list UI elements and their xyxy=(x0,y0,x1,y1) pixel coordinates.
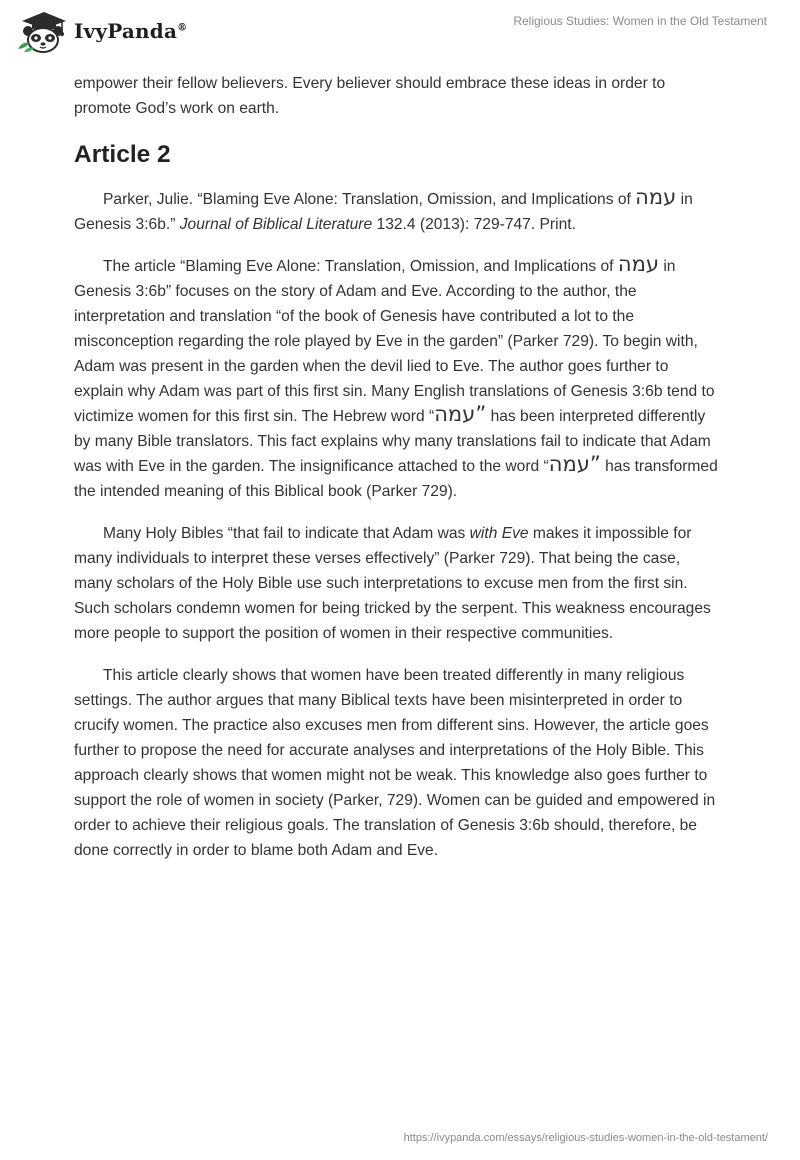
journal-title: Journal of Biblical Literature xyxy=(179,216,373,233)
emphasis-text: with Eve xyxy=(469,525,529,542)
ivypanda-logo[interactable] xyxy=(14,9,187,53)
document-body xyxy=(74,71,722,880)
panda-graduate-icon xyxy=(14,9,70,53)
citation-paragraph: Parker, Julie. “Blaming Eve Alone: Translation, Omission, and Implications of עמה in Genesis 3:6b.” Journal of Biblical Literature 132.4 (2013): 729-747. Print. xyxy=(74,185,693,233)
hebrew-word: עמה xyxy=(617,252,659,276)
hebrew-word: עמה xyxy=(635,185,677,209)
page-header xyxy=(0,0,800,70)
hebrew-word: עמה” xyxy=(548,452,601,476)
continued-paragraph: empower their fellow believers. Every believer should embrace these ideas in order to promote God’s work on earth. xyxy=(74,75,666,117)
body-paragraph-2: Many Holy Bibles “that fail to indicate that Adam was with Eve makes it impossible for many individuals to interpret these verses effectively” (Parker 729). That being the case, many scholars of the Holy Bible use such interpretations to excuse men from the first sin. Such scholars condemn women for being tricked by the serpent. This weakness encourages more people to support the position of women in their respective communities. xyxy=(74,525,711,642)
brand-name: IvyPanda® xyxy=(74,19,188,43)
source-url[interactable]: https://ivypanda.com/essays/religious-studies-women-in-the-old-testament/ xyxy=(403,1132,768,1144)
document-title: Religious Studies: Women in the Old Testament xyxy=(513,14,767,28)
body-paragraph-1: The article “Blaming Eve Alone: Translation, Omission, and Implications of עמה in Genesis 3:6b” focuses on the story of Adam and Eve. According to the author, the interpretation and translation “of the book of Genesis have contributed a lot to the misconception regarding the role played by Eve in the garden” (Parker 729). To begin with, Adam was present in the garden when the devil lied to Eve. The author goes further to explain why Adam was part of this first sin. Many English translations of Genesis 3:6b tend to victimize women for this first sin. The Hebrew word “עמה” has been interpreted differently by many Bible translators. This fact explains why many translations fail to indicate that Adam was with Eve in the garden. The insignificance attached to the word “עמה” has transformed the intended meaning of this Biblical book (Parker 729). xyxy=(74,252,718,500)
section-heading: Article 2 xyxy=(74,141,171,168)
hebrew-word: עמה” xyxy=(434,402,487,426)
body-paragraph-3: This article clearly shows that women have been treated differently in many religious settings. The author argues that many Biblical texts have been misinterpreted in order to crucify women. The practice also excuses men from different sins. However, the article goes further to propose the need for accurate analyses and interpretations of the Holy Bible. This approach clearly shows that women might not be weak. This knowledge also goes further to support the role of women in society (Parker, 729). Women can be guided and empowered in order to achieve their religious goals. The translation of Genesis 3:6b should, therefore, be done correctly in order to blame both Adam and Eve. xyxy=(74,667,716,859)
